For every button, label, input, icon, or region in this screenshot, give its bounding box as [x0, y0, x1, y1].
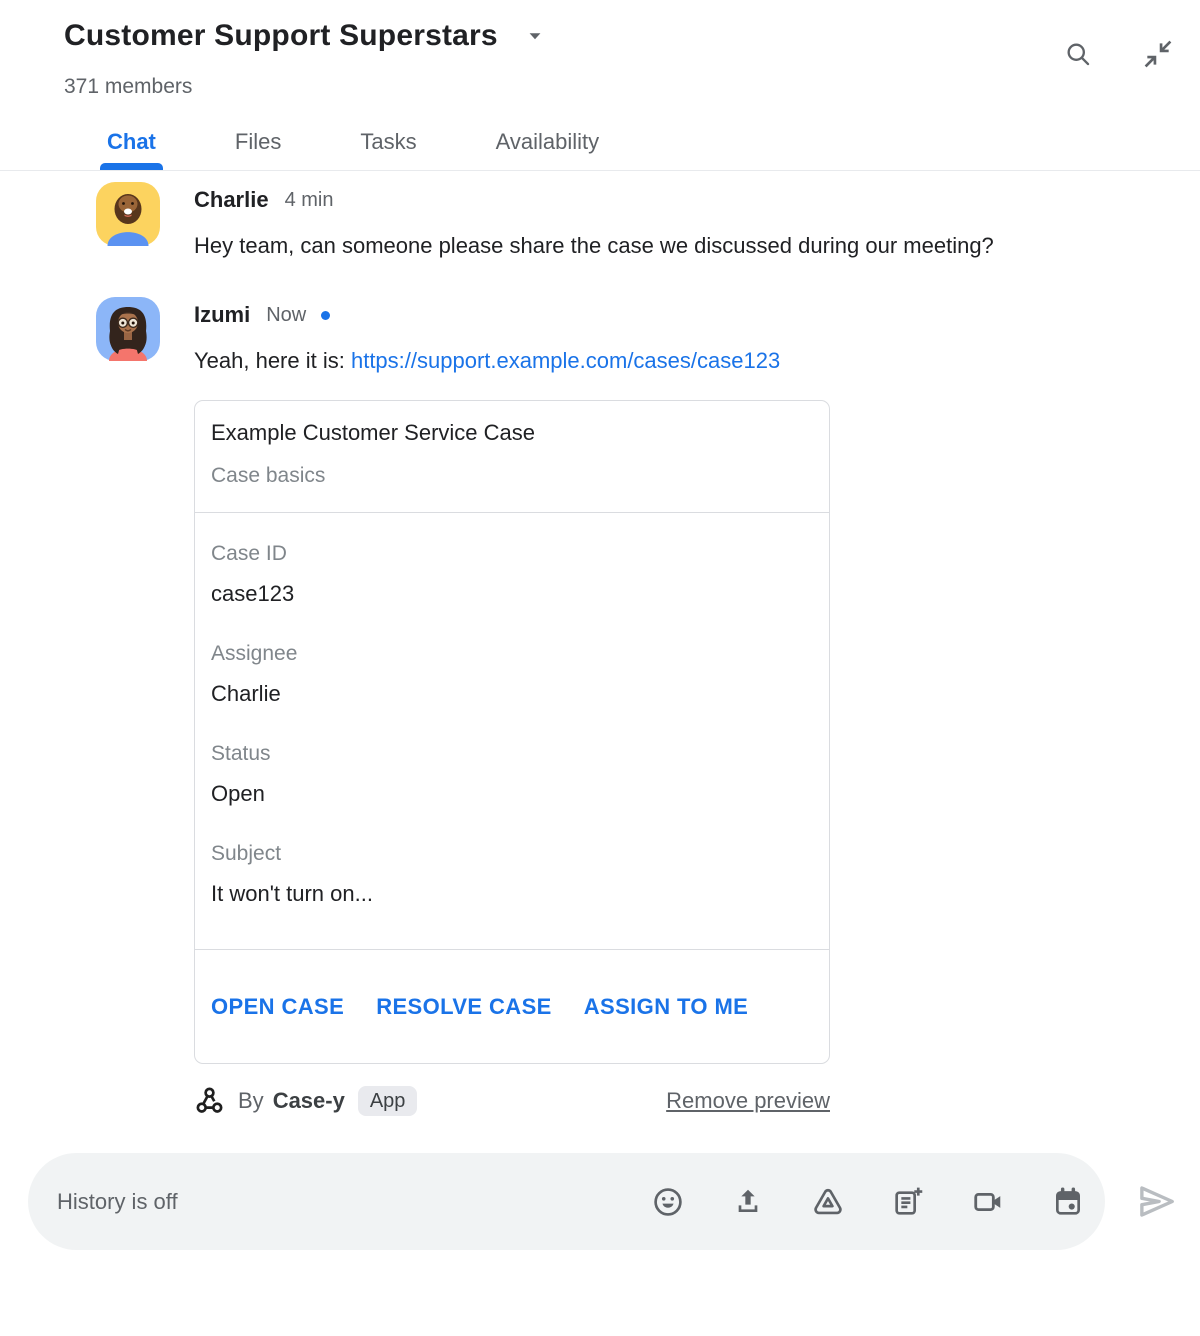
member-count[interactable]: 371 members [64, 75, 193, 98]
message-timestamp: 4 min [284, 188, 334, 211]
message-text [194, 341, 1084, 381]
send-icon[interactable] [1134, 1179, 1179, 1224]
room-tabs [107, 128, 1200, 170]
app-name: Case-y [272, 1087, 345, 1113]
app-badge: App [358, 1086, 418, 1116]
field-case-id [211, 541, 813, 607]
message-charlie [96, 182, 1136, 266]
field-label: Case ID [211, 542, 287, 565]
room-title[interactable]: Customer Support Superstars [64, 19, 498, 52]
message-text-prefix: Yeah, here it is: [194, 348, 351, 373]
assign-to-me-button[interactable]: ASSIGN TO ME [583, 994, 749, 1019]
card-actions [195, 949, 829, 1063]
field-value: case123 [211, 581, 295, 606]
app-attribution [194, 1085, 830, 1116]
field-subject [211, 841, 813, 907]
field-value: It won't turn on... [211, 881, 373, 906]
avatar-charlie[interactable] [96, 182, 160, 246]
upload-icon[interactable] [732, 1186, 764, 1218]
case-preview-card [194, 400, 830, 1064]
meeting-notes-icon[interactable] [892, 1186, 924, 1218]
avatar-izumi[interactable] [96, 297, 160, 361]
card-title: Example Customer Service Case [211, 420, 536, 445]
collapse-icon[interactable] [1142, 38, 1174, 70]
resolve-case-button[interactable]: RESOLVE CASE [376, 994, 552, 1019]
message-izumi [96, 297, 1136, 1116]
composer-actions [652, 1186, 1084, 1218]
remove-preview-link[interactable]: Remove preview [666, 1087, 830, 1113]
message-list [0, 182, 1200, 1116]
chevron-down-icon[interactable] [522, 23, 548, 49]
field-label: Subject [211, 842, 282, 865]
video-call-icon[interactable] [972, 1186, 1004, 1218]
field-label: Status [211, 742, 271, 765]
drive-icon[interactable] [812, 1186, 844, 1218]
card-subtitle: Case basics [211, 464, 326, 487]
search-icon[interactable] [1064, 40, 1092, 68]
message-timestamp: Now [266, 303, 307, 326]
field-assignee [211, 641, 813, 707]
composer [28, 1153, 1179, 1250]
tab-chat[interactable]: Chat [107, 128, 156, 170]
field-value: Open [211, 781, 265, 806]
field-status [211, 741, 813, 807]
case-link[interactable]: https://support.example.com/cases/case123 [350, 348, 781, 373]
field-label: Assignee [211, 642, 298, 665]
message-text: Hey team, can someone please share the case we discussed during our meeting? [194, 233, 994, 258]
open-case-button[interactable]: OPEN CASE [211, 994, 345, 1019]
field-value: Charlie [211, 681, 281, 706]
presence-dot [321, 311, 330, 320]
tab-availability[interactable]: Availability [495, 129, 600, 154]
author-name[interactable]: Izumi [194, 302, 251, 327]
tab-tasks[interactable]: Tasks [360, 129, 417, 154]
webhook-icon [194, 1085, 225, 1116]
calendar-icon[interactable] [1052, 1186, 1084, 1218]
emoji-icon[interactable] [652, 1186, 684, 1218]
tab-files[interactable]: Files [234, 129, 282, 154]
author-name[interactable]: Charlie [194, 187, 269, 212]
by-label: By [238, 1087, 264, 1113]
room-header [0, 0, 1200, 171]
input-placeholder: History is off [57, 1188, 178, 1214]
message-input[interactable] [28, 1153, 1105, 1250]
